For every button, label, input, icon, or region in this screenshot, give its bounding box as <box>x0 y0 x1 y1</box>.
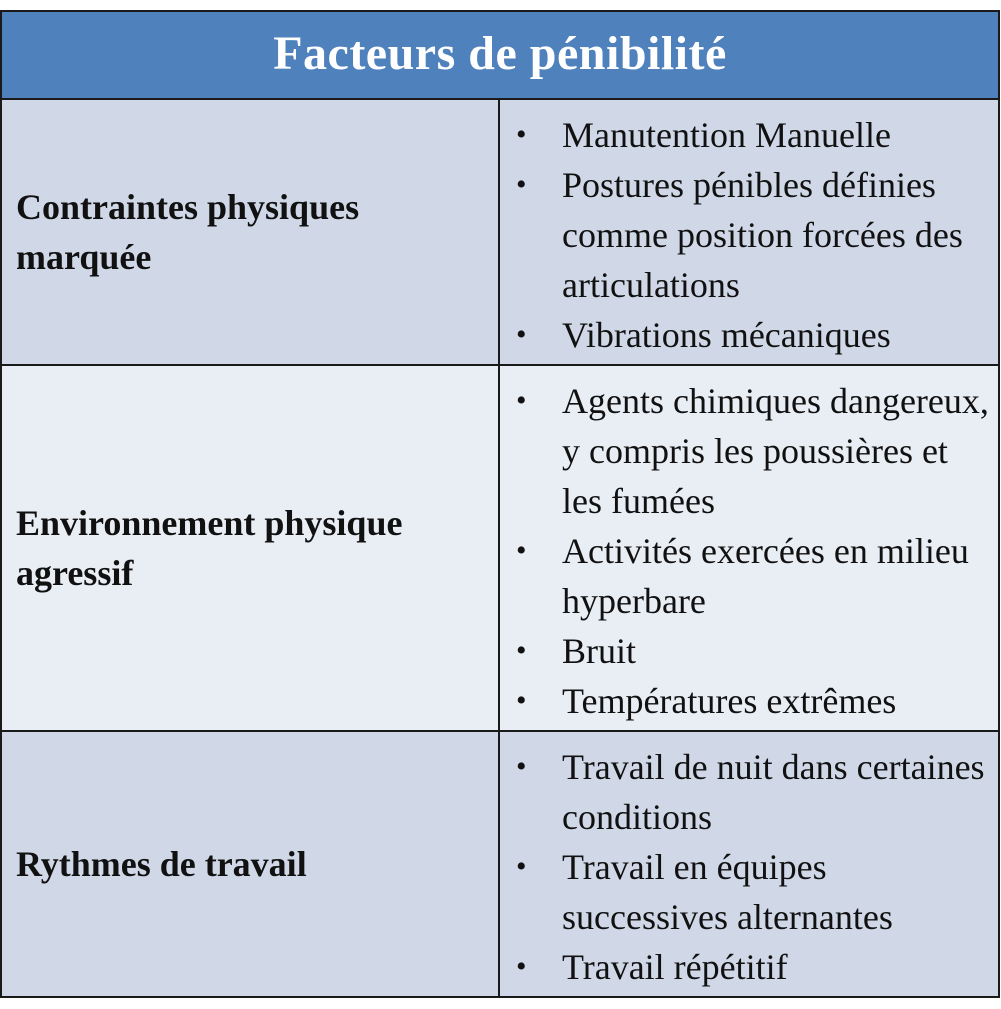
list-item: • Travail de nuit dans certaines conditions <box>510 742 994 842</box>
bullet-icon: • <box>516 634 527 667</box>
bullet-icon: • <box>516 850 527 883</box>
bullet-icon: • <box>516 318 527 351</box>
category-cell <box>2 100 500 364</box>
table-row <box>2 100 998 366</box>
list-item: • Manutention Manuelle <box>510 110 994 160</box>
list-item: • Bruit <box>510 626 994 676</box>
list-item: • Températures extrêmes <box>510 676 994 726</box>
list-item: • Vibrations mécaniques <box>510 310 994 360</box>
items-cell <box>500 100 998 364</box>
items-cell <box>500 732 998 996</box>
category-label: Environnement physique agressif <box>16 503 403 593</box>
penibility-table <box>0 10 1000 998</box>
bullet-icon: • <box>516 950 527 983</box>
category-label: Rythmes de travail <box>16 844 307 884</box>
list-item: • Activités exercées en milieu hyperbare <box>510 526 994 626</box>
table-row <box>2 732 998 996</box>
list-item: • Travail répétitif <box>510 942 994 992</box>
item-list <box>510 110 994 360</box>
bullet-icon: • <box>516 534 527 567</box>
item-list <box>510 742 994 992</box>
list-item: • Postures pénibles définies comme position forcées des articulations <box>510 160 994 310</box>
bullet-icon: • <box>516 384 527 417</box>
bullet-icon: • <box>516 168 527 201</box>
items-cell <box>500 366 998 730</box>
list-item: • Agents chimiques dangereux, y compris les poussières et les fumées <box>510 376 994 526</box>
bullet-icon: • <box>516 750 527 783</box>
table-title: Facteurs de pénibilité <box>2 12 998 100</box>
item-list <box>510 376 994 726</box>
category-label: Contraintes physiques marquée <box>16 187 360 277</box>
category-cell <box>2 732 500 996</box>
bullet-icon: • <box>516 684 527 717</box>
category-cell <box>2 366 500 730</box>
table-row <box>2 366 998 732</box>
list-item: • Travail en équipes successives alternantes <box>510 842 994 942</box>
bullet-icon: • <box>516 118 527 151</box>
